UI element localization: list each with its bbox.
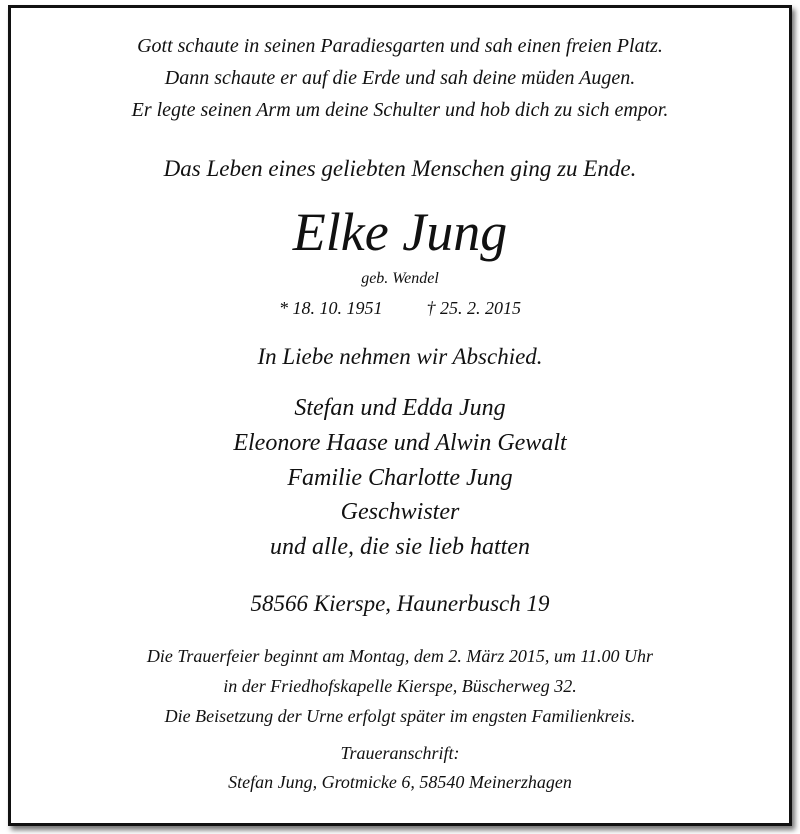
deceased-name: Elke Jung xyxy=(292,202,508,262)
verse-line-1: Gott schaute in seinen Paradiesgarten und sah einen freien Platz. xyxy=(137,35,663,57)
ceremony-line-1: Die Trauerfeier beginnt am Montag, dem 2. März 2015, um 11.00 Uhr xyxy=(146,646,654,666)
birth-date: * 18. 10. 1951 xyxy=(279,298,383,318)
mourner-line-1: Stefan und Edda Jung xyxy=(294,395,506,421)
condolence-label: Traueranschrift: xyxy=(340,743,460,763)
mourner-line-2: Eleonore Haase und Alwin Gewalt xyxy=(233,430,567,456)
birth-name: geb. Wendel xyxy=(361,270,439,287)
family-address: 58566 Kierspe, Haunerbusch 19 xyxy=(250,591,550,616)
ceremony-line-2: in der Friedhofskapelle Kierspe, Büscherweg 32. xyxy=(223,676,577,696)
intro-text: Das Leben eines geliebten Menschen ging zu Ende. xyxy=(163,156,637,181)
mourner-line-4: Geschwister xyxy=(340,499,460,525)
condolence-address: Stefan Jung, Grotmicke 6, 58540 Meinerzhagen xyxy=(228,772,572,792)
farewell-text: In Liebe nehmen wir Abschied. xyxy=(257,344,543,369)
life-dates xyxy=(0,299,800,317)
ceremony-line-3: Die Beisetzung der Urne erfolgt später im engsten Familienkreis. xyxy=(164,706,636,726)
mourner-line-3: Familie Charlotte Jung xyxy=(287,465,513,491)
death-date: † 25. 2. 2015 xyxy=(426,298,521,318)
verse-line-3: Er legte seinen Arm um deine Schulter und hob dich zu sich empor. xyxy=(131,99,669,121)
verse-line-2: Dann schaute er auf die Erde und sah deine müden Augen. xyxy=(164,67,636,89)
mourner-line-5: und alle, die sie lieb hatten xyxy=(270,534,530,560)
